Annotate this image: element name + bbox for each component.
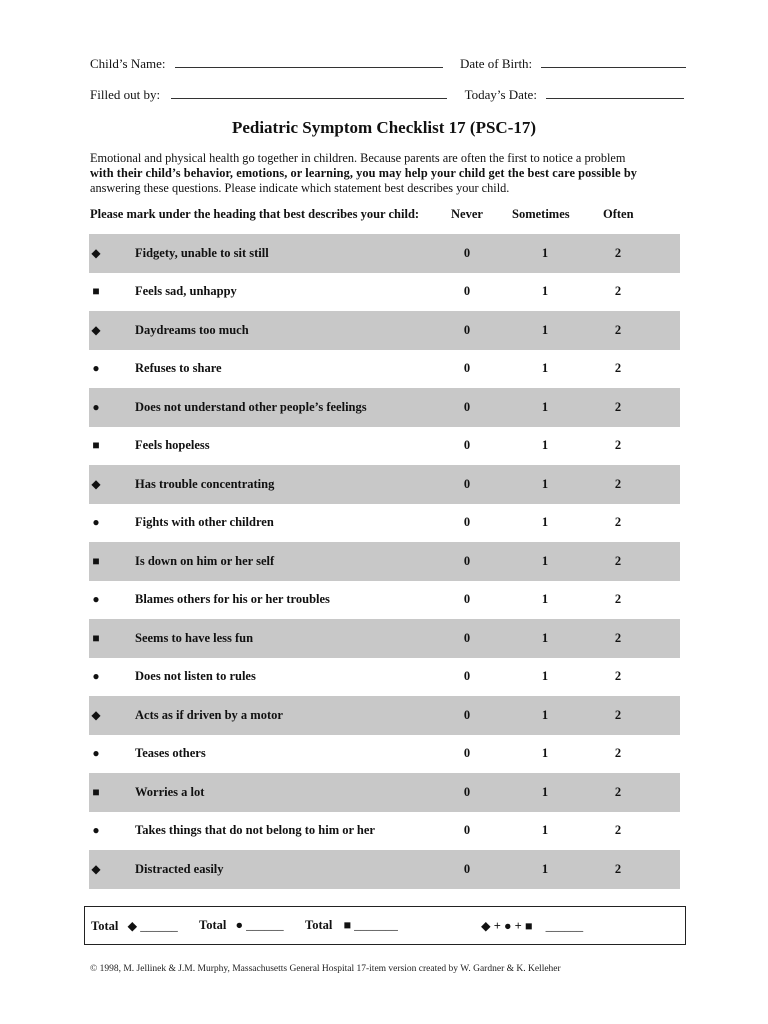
total-label: Total [305, 918, 333, 932]
child-name-field[interactable] [175, 55, 443, 68]
square-icon: ■ [92, 630, 100, 645]
symptom-label: Fights with other children [135, 515, 274, 530]
sometimes-option[interactable]: 1 [541, 399, 549, 414]
never-option[interactable]: 0 [463, 399, 471, 414]
symptom-row [89, 812, 680, 851]
never-option[interactable]: 0 [463, 784, 471, 799]
symptom-row [89, 427, 680, 466]
often-option[interactable]: 2 [614, 630, 622, 645]
sometimes-option[interactable]: 1 [541, 861, 549, 876]
intro-line-3: answering these questions. Please indicate which statement best describes your child. [90, 181, 510, 195]
never-option[interactable]: 0 [463, 438, 471, 453]
circle-icon: ● [92, 592, 100, 607]
circle-icon: ● [235, 918, 244, 932]
circle-icon: ● [92, 399, 100, 414]
often-option[interactable]: 2 [614, 245, 622, 260]
symptom-label: Worries a lot [135, 784, 205, 799]
column-header-row [90, 207, 680, 225]
square-icon: ■ [92, 784, 100, 799]
sometimes-option[interactable]: 1 [541, 707, 549, 722]
sometimes-option[interactable]: 1 [541, 361, 549, 376]
symptom-label: Refuses to share [135, 361, 222, 376]
sometimes-option[interactable]: 1 [541, 669, 549, 684]
copyright-footer: © 1998, M. Jellinek & J.M. Murphy, Massachusetts General Hospital 17-item version created by W. Gardner & K. Kelleher [90, 964, 561, 974]
never-column-header: Never [451, 207, 483, 221]
total-square-blank: _______ [354, 918, 398, 932]
often-option[interactable]: 2 [614, 515, 622, 530]
never-option[interactable]: 0 [463, 284, 471, 299]
circle-icon: ● [92, 746, 100, 761]
sometimes-option[interactable]: 1 [541, 823, 549, 838]
sometimes-option[interactable]: 1 [541, 284, 549, 299]
sometimes-option[interactable]: 1 [541, 553, 549, 568]
often-option[interactable]: 2 [614, 784, 622, 799]
symptom-row [89, 542, 680, 581]
often-option[interactable]: 2 [614, 823, 622, 838]
never-option[interactable]: 0 [463, 322, 471, 337]
intro-line-1: Emotional and physical health go together in children. Because parents are often the first to notice a problem [90, 151, 626, 165]
circle-icon: ● [92, 361, 100, 376]
intro-text [90, 151, 690, 196]
filled-by-field[interactable] [171, 86, 447, 99]
diamond-icon: ◆ [91, 476, 101, 491]
often-option[interactable]: 2 [614, 669, 622, 684]
total-label: Total [91, 919, 119, 933]
total-circle[interactable] [199, 918, 284, 933]
often-option[interactable]: 2 [614, 284, 622, 299]
never-option[interactable]: 0 [463, 823, 471, 838]
often-option[interactable]: 2 [614, 553, 622, 568]
square-icon: ■ [92, 284, 100, 299]
sometimes-option[interactable]: 1 [541, 592, 549, 607]
symptom-row [89, 581, 680, 620]
often-option[interactable]: 2 [614, 476, 622, 491]
total-circle-blank: ______ [246, 918, 284, 932]
often-option[interactable]: 2 [614, 399, 622, 414]
total-diamond[interactable] [91, 918, 178, 934]
symptom-row [89, 504, 680, 543]
circle-icon: ● [92, 823, 100, 838]
never-option[interactable]: 0 [463, 592, 471, 607]
total-label: Total [199, 918, 227, 932]
grand-total[interactable] [481, 918, 583, 934]
symptom-row [89, 850, 680, 889]
today-date-label: Today’s Date: [464, 87, 537, 102]
dob-field[interactable] [541, 55, 686, 68]
often-column-header: Often [603, 207, 634, 221]
header-row-1 [90, 55, 686, 72]
often-option[interactable]: 2 [614, 592, 622, 607]
sometimes-option[interactable]: 1 [541, 746, 549, 761]
never-option[interactable]: 0 [463, 515, 471, 530]
symptom-row [89, 273, 680, 312]
intro-line-2: with their child’s behavior, emotions, or learning, you may help your child get the best care possible by [90, 166, 638, 180]
often-option[interactable]: 2 [614, 438, 622, 453]
diamond-icon: ◆ [91, 245, 101, 260]
symptom-row [89, 350, 680, 389]
symptom-label: Takes things that do not belong to him or her [135, 823, 375, 838]
diamond-icon: ◆ [127, 919, 138, 933]
often-option[interactable]: 2 [614, 861, 622, 876]
symptom-row [89, 658, 680, 697]
symptom-label: Teases others [135, 746, 206, 761]
square-icon: ■ [92, 438, 100, 453]
symptom-row [89, 234, 680, 273]
sometimes-option[interactable]: 1 [541, 476, 549, 491]
symptom-row [89, 465, 680, 504]
total-diamond-blank: ______ [140, 919, 178, 933]
symptom-label: Feels sad, unhappy [135, 284, 237, 299]
symptom-row [89, 773, 680, 812]
sometimes-option[interactable]: 1 [541, 438, 549, 453]
sometimes-option[interactable]: 1 [541, 245, 549, 260]
often-option[interactable]: 2 [614, 322, 622, 337]
symptom-label: Fidgety, unable to sit still [135, 245, 269, 260]
symptom-label: Does not understand other people’s feelings [135, 399, 367, 414]
sum-expression: ◆ + ● + ■ [481, 919, 533, 933]
never-option[interactable]: 0 [463, 476, 471, 491]
symptom-row [89, 619, 680, 658]
symptom-label: Blames others for his or her troubles [135, 592, 330, 607]
square-icon: ■ [343, 918, 352, 932]
symptom-label: Feels hopeless [135, 438, 210, 453]
instruction-label: Please mark under the heading that best describes your child: [90, 207, 420, 221]
symptom-row [89, 696, 680, 735]
symptom-label: Acts as if driven by a motor [135, 707, 283, 722]
often-option[interactable]: 2 [614, 707, 622, 722]
symptom-list [89, 234, 680, 889]
never-option[interactable]: 0 [463, 861, 471, 876]
never-option[interactable]: 0 [463, 746, 471, 761]
symptom-label: Daydreams too much [135, 322, 249, 337]
square-icon: ■ [92, 553, 100, 568]
child-name-label: Child’s Name: [90, 56, 166, 71]
symptom-label: Has trouble concentrating [135, 476, 275, 491]
symptom-row [89, 311, 680, 350]
diamond-icon: ◆ [91, 861, 101, 876]
never-option[interactable]: 0 [463, 707, 471, 722]
sometimes-option[interactable]: 1 [541, 515, 549, 530]
sometimes-option[interactable]: 1 [541, 322, 549, 337]
filled-by-label: Filled out by: [90, 87, 161, 102]
diamond-icon: ◆ [91, 322, 101, 337]
symptom-label: Does not listen to rules [135, 669, 256, 684]
sometimes-option[interactable]: 1 [541, 784, 549, 799]
page-title: Pediatric Symptom Checklist 17 (PSC-17) [231, 118, 537, 137]
today-date-field[interactable] [546, 86, 684, 99]
sometimes-column-header: Sometimes [512, 207, 570, 221]
never-option[interactable]: 0 [463, 553, 471, 568]
often-option[interactable]: 2 [614, 746, 622, 761]
never-option[interactable]: 0 [463, 669, 471, 684]
circle-icon: ● [92, 515, 100, 530]
sometimes-option[interactable]: 1 [541, 630, 549, 645]
grand-total-blank: ______ [545, 919, 584, 933]
diamond-icon: ◆ [91, 707, 101, 722]
symptom-row [89, 388, 680, 427]
never-option[interactable]: 0 [463, 361, 471, 376]
symptom-label: Seems to have less fun [135, 630, 254, 645]
dob-label: Date of Birth: [459, 56, 533, 71]
totals-box [84, 906, 686, 945]
header-row-2 [90, 86, 684, 103]
symptom-row [89, 735, 680, 774]
never-option[interactable]: 0 [463, 630, 471, 645]
symptom-label: Is down on him or her self [135, 553, 275, 568]
never-option[interactable]: 0 [463, 245, 471, 260]
often-option[interactable]: 2 [614, 361, 622, 376]
symptom-label: Distracted easily [135, 861, 224, 876]
circle-icon: ● [92, 669, 100, 684]
total-square[interactable] [305, 918, 398, 933]
